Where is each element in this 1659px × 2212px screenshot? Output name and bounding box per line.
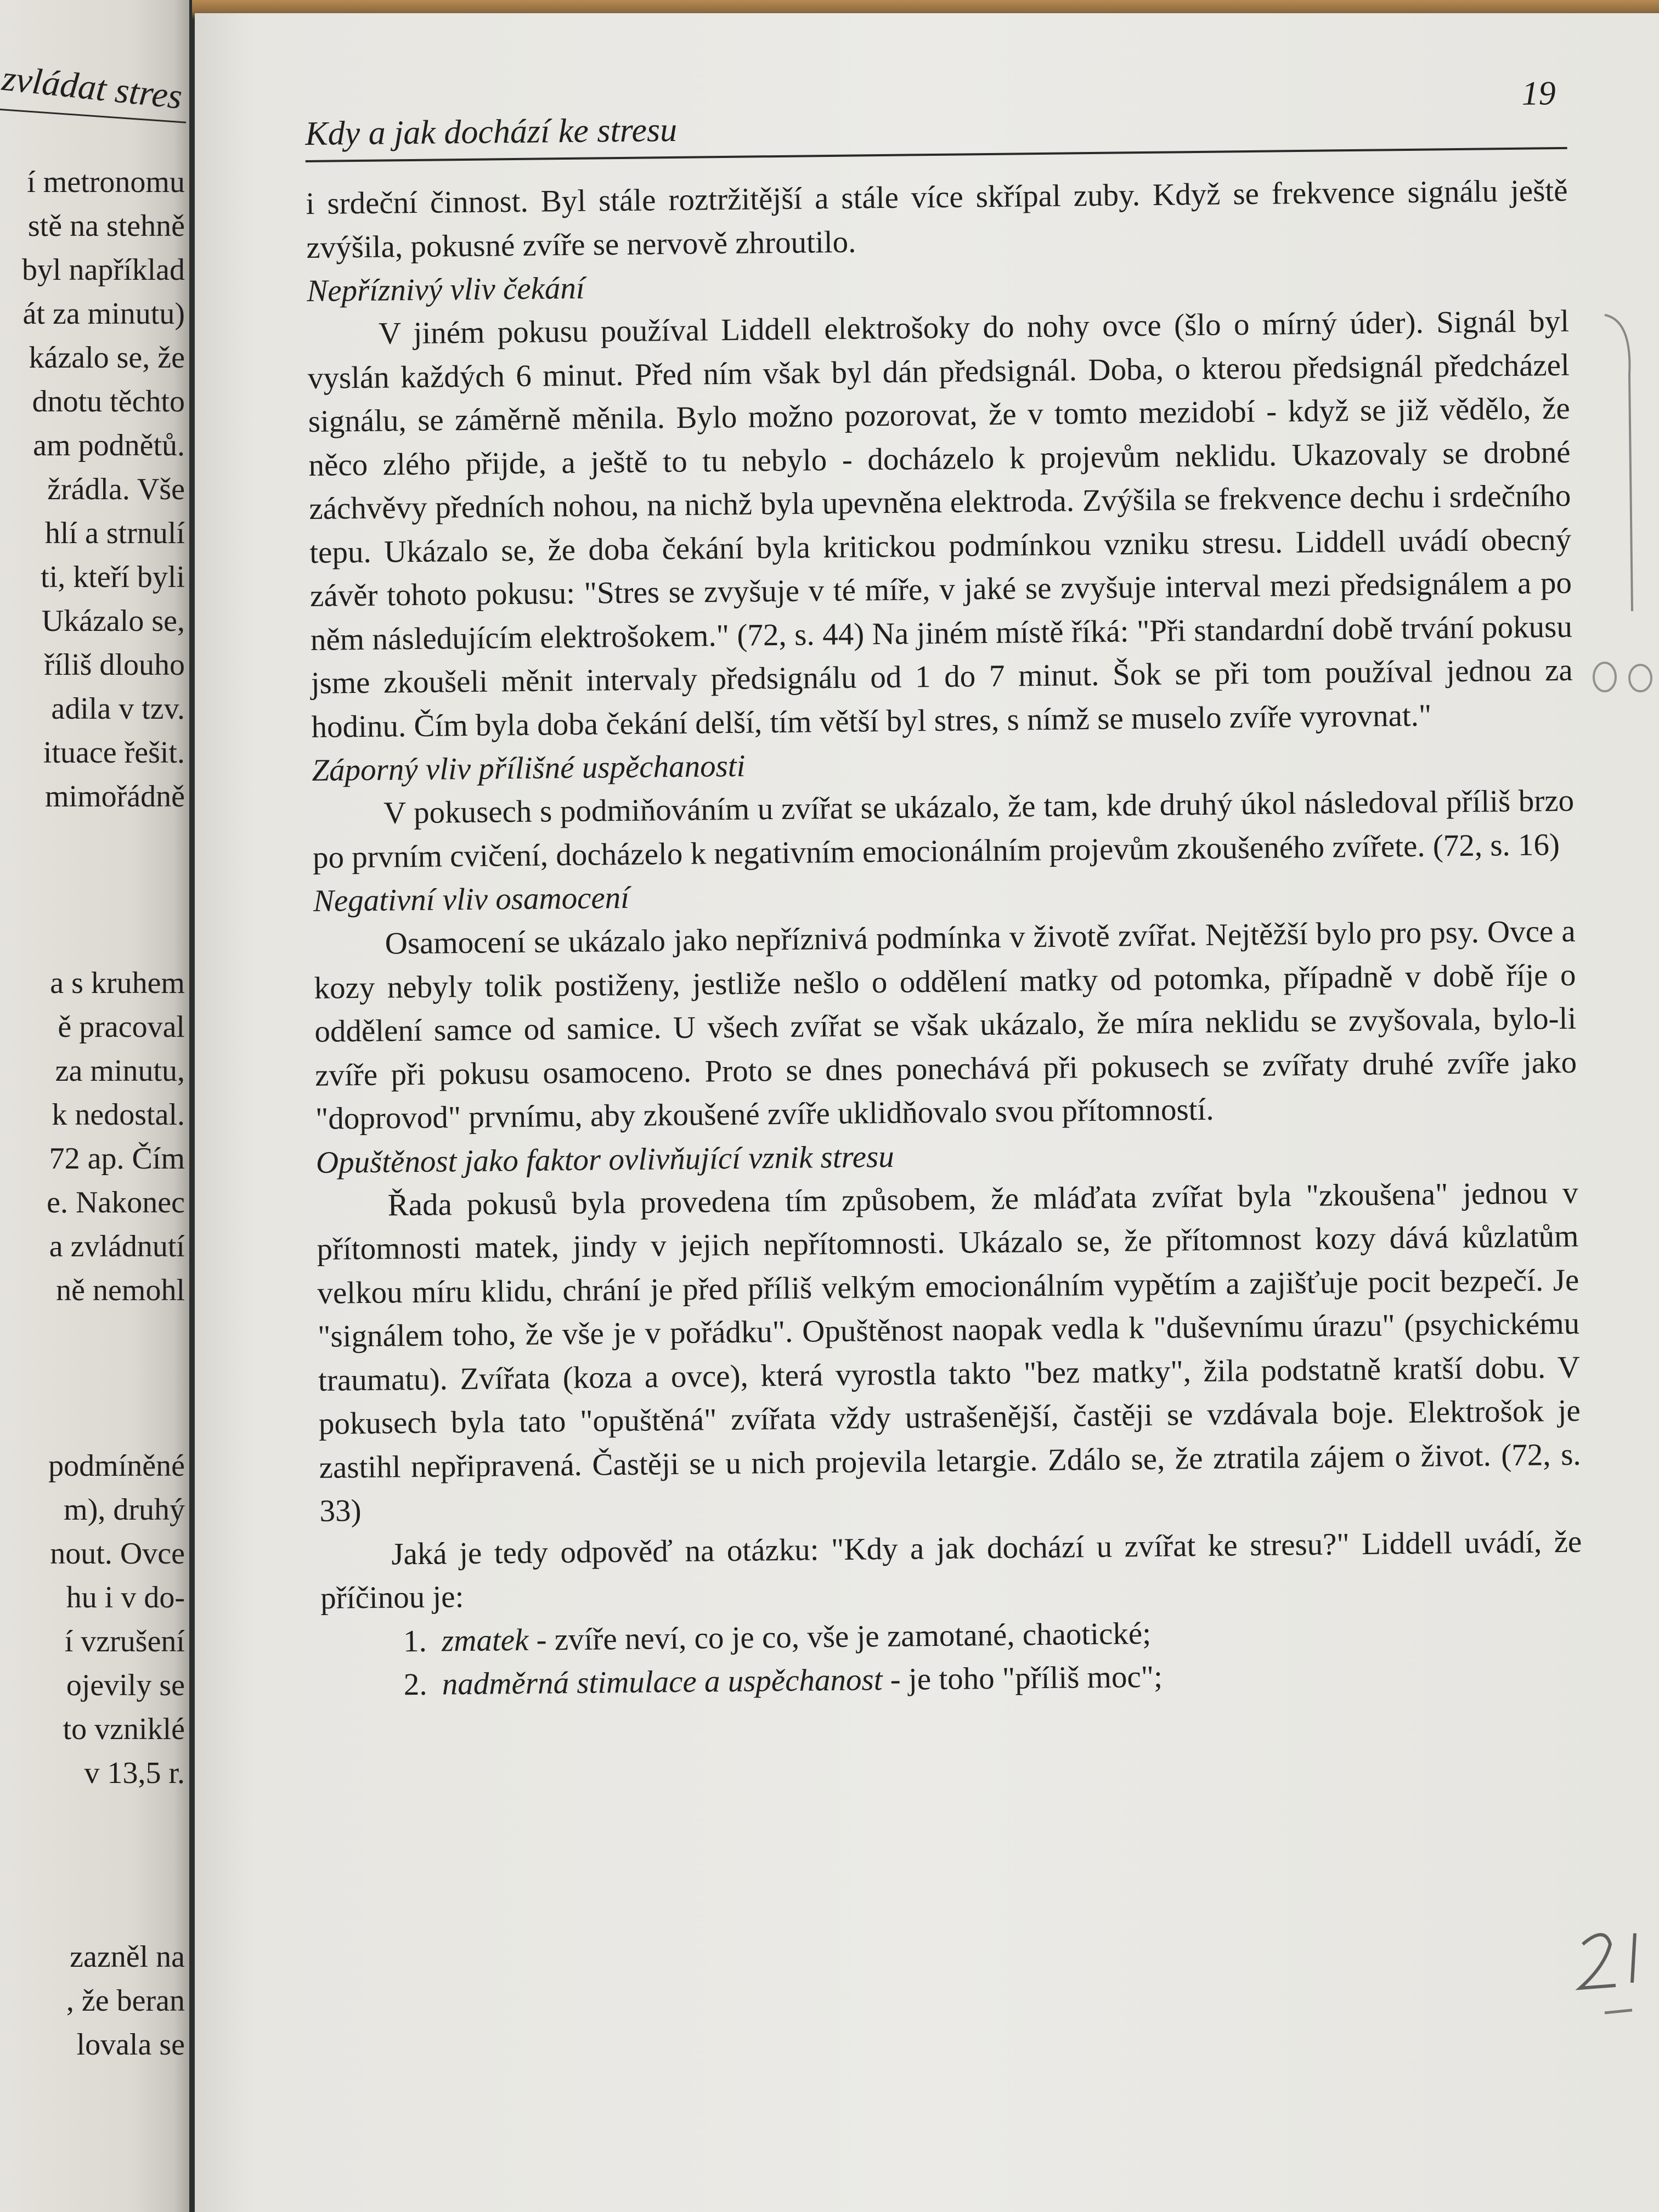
left-page-line: byl například (21, 253, 185, 287)
left-page (0, 0, 189, 2212)
section-paragraph: Osamocení se ukázalo jako nepříznivá podmínka v životě zvířat. Nejtěžší bylo pro psy. Ovce a kozy nebyly tolik postiženy, jestliže nešlo o oddělení matky od potomka, případně v době říje o oddělení samce od samice. U všech zvířat se však ukázalo, že míra neklidu se zvyšovala, bylo-li zvíře při pokusu osamoceno. Proto se dnes ponechává při pokusech se zvířaty druhé zvíře jako "doprovod" prvnímu, aby zkoušené zvíře uklidňovalo svou přítomností. (314, 913, 1577, 1136)
left-page-line: Ukázalo se, (41, 604, 185, 638)
section-paragraph: V jiném pokusu používal Liddell elektrošoky do nohy ovce (šlo o mírný úder). Signál byl vyslán každých 6 minut. Před ním však byl dán předsignál. Doba, o kterou předsignál předcházel signálu, se záměrně měnila. Bylo možno pozorovat, že v tomto mezidobí - když se již vědělo, že něco zlého přijde, a ještě to tu nebylo - docházelo k projevům neklidu. Ukazovaly se drobné záchvěvy předních nohou, na nichž byla upevněna elektroda. Zvýšila se frekvence dechu i srdečního tepu. Ukázalo se, že doba čekání byla kritickou podmínkou vzniku stresu. Liddell uvádí obecný závěr tohoto pokusu: "Stres se zvyšuje v té míře, v jaké se zvyšuje interval mezi předsignálem a po něm následujícím elektrošokem." (72, s. 44) Na jiném místě říká: "Při standardní době trvání pokusu jsme zkoušeli měnit intervaly předsignálu od 1 do 7 minut. Šok se při tom používal jednou za hodinu. Čím byla doba čekání delší, tím větší byl stres, s nímž se muselo zvíře vyrovnat." (307, 303, 1573, 744)
list-description: - je toho "příliš moc"; (882, 1659, 1163, 1697)
left-page-line: ě pracoval (58, 1010, 185, 1044)
section-heading: Opuštěnost jako faktor ovlivňující vznik stresu (315, 1139, 894, 1180)
right-page (195, 13, 1659, 2212)
page-number: 19 (1521, 75, 1556, 112)
section-paragraph: V pokusech s podmiňováním u zvířat se ukázalo, že tam, kde druhý úkol následoval příliš brzo po prvním cvičení, docházelo k negativním emocionálním projevům zkoušeného zvířete. (72, s. 16) (312, 783, 1575, 875)
closing-paragraph: Jaká je tedy odpověď na otázku: "Kdy a jak dochází u zvířat ke stresu?" Liddell uvádí, že příčinou je: (320, 1524, 1582, 1616)
page-content (304, 55, 1583, 1707)
left-page-line: hlí a strnulí (44, 516, 185, 550)
left-page-line: e. Nakonec (47, 1186, 185, 1220)
list-term: nadměrná stimulace a uspěchanost (442, 1662, 883, 1702)
running-head (304, 55, 1567, 153)
list-number: 2. (403, 1667, 427, 1702)
left-page-line: am podnětů. (33, 428, 185, 462)
left-page-line: podmíněné (48, 1449, 185, 1483)
left-page-line: í vzrušení (64, 1624, 185, 1658)
left-page-line: 72 ap. Čím (49, 1142, 185, 1176)
left-page-line: a s kruhem (50, 966, 185, 1000)
left-page-line: a zvládnutí (49, 1229, 185, 1263)
left-page-line: hu i v do- (66, 1581, 185, 1615)
left-page-line: v 13,5 r. (84, 1756, 185, 1790)
left-page-line: říliš dlouho (44, 648, 185, 682)
section-heading: Negativní vliv osamocení (313, 880, 630, 918)
left-page-line: mimořádně (44, 780, 185, 814)
left-page-line: adila v tzv. (51, 692, 185, 726)
left-page-header: zvládat stres (0, 58, 184, 117)
left-page-line: m), druhý (64, 1493, 185, 1527)
left-page-line: lovala se (76, 2028, 185, 2062)
left-page-line: ně nemohl (56, 1273, 185, 1307)
left-page-line: žrádla. Vše (47, 472, 185, 506)
cause-list (321, 1607, 1584, 1707)
left-page-line: í metronomu (27, 165, 185, 199)
pencil-mark-bracket (1599, 309, 1643, 617)
left-page-line: ituace řešit. (43, 736, 185, 770)
left-page-line: zazněl na (70, 1940, 185, 1974)
running-title: Kdy a jak dochází ke stresu (304, 111, 678, 153)
left-page-line: ti, kteří byli (41, 560, 185, 594)
body-text (306, 137, 1584, 1707)
section-paragraph: Řada pokusů byla provedena tím způsobem, že mláďata zvířat byla "zkoušena" jednou v přítomnosti matek, jindy v jejich nepřítomnosti. Ukázalo se, že přítomnost kozy dává kůzlatům velkou míru klidu, chrání je před příliš velkým emocionálním vypětím a zajišťuje pocit bezpečí. Je "signálem toho, že vše je v pořádku". Opuštěnost naopak vedla k "duševnímu úrazu" (psychickému traumatu). Zvířata (koza a ovce), která vyrostla takto "bez matky", žila podstatně kratší dobu. V pokusech byla tato "opuštěná" zvířata vždy ustrašenější, častěji se vzdávala boje. Elektrošok je zastihl nepřipravená. Častěji se u nich projevila letargie. Zdálo se, že ztratila zájem o život. (72, s. 33) (317, 1175, 1581, 1528)
left-page-line: nout. Ovce (50, 1537, 185, 1571)
section-heading: Nepříznivý vliv čekání (306, 270, 585, 308)
list-number: 1. (403, 1623, 427, 1658)
left-page-line: stě na stehně (27, 209, 185, 243)
pencil-mark-circles (1583, 655, 1659, 699)
left-page-line: ojevily se (66, 1668, 185, 1702)
list-description: - zvíře neví, co je co, vše je zamotané, chaotické; (528, 1616, 1152, 1657)
section-heading: Záporný vliv přílišné uspěchanosti (312, 748, 746, 788)
left-page-line: za minutu, (55, 1054, 185, 1088)
left-page-line: , že beran (66, 1984, 185, 2018)
left-page-line: kázalo se, že (29, 341, 185, 375)
intro-paragraph: i srdeční činnost. Byl stále roztržitější a stále více skřípal zuby. Když se frekvence signálu ještě zvýšila, pokusné zvíře se nervově zhroutilo. (306, 173, 1568, 265)
left-page-line: dnotu těchto (32, 385, 185, 419)
left-page-line: k nedostal. (52, 1098, 185, 1132)
left-page-line: to vzniklé (63, 1712, 185, 1746)
left-page-line: át za minutu) (22, 297, 185, 331)
list-term: zmatek (441, 1622, 529, 1658)
pencil-mark-number (1572, 1922, 1659, 2032)
